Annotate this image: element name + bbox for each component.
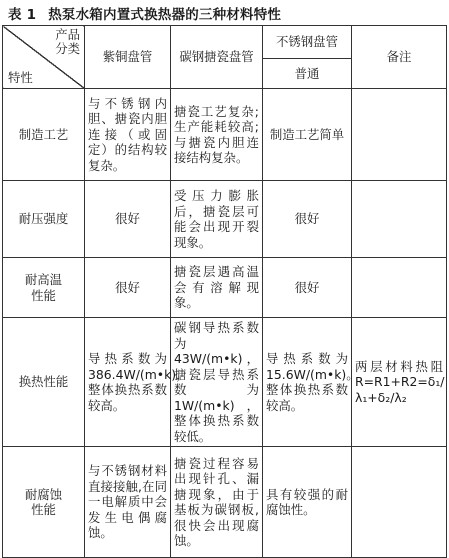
row-label-pressure-strength: 耐压强度 bbox=[3, 181, 85, 258]
table-row bbox=[3, 318, 447, 447]
corner-header-property: 特性 bbox=[8, 69, 33, 85]
table-row bbox=[3, 181, 447, 258]
table-row bbox=[3, 89, 447, 181]
row-label-high-temp-line1: 耐高温 bbox=[24, 272, 63, 287]
cell-copper-high-temp: 很好 bbox=[85, 258, 171, 318]
col-subheader-stainless-normal: 普通 bbox=[263, 59, 352, 89]
row-label-corrosion-line2: 性能 bbox=[31, 502, 56, 517]
table-row bbox=[3, 258, 447, 318]
cell-remarks-corrosion bbox=[352, 447, 447, 558]
cell-copper-manufacturing: 与不锈钢内胆、搪瓷内胆连接（或固定）的结构较复杂。 bbox=[85, 89, 171, 181]
cell-remarks-manufacturing bbox=[352, 89, 447, 181]
row-label-corrosion bbox=[3, 447, 85, 558]
cell-enamel-heat-transfer: 碳钢导热系数为43W/(m•k)，搪瓷层导热系数为1W/(m•k)，整体换热系数较低。 bbox=[171, 318, 263, 447]
cell-stainless-corrosion: 具有较强的耐腐蚀性。 bbox=[263, 447, 352, 558]
cell-enamel-manufacturing: 搪瓷工艺复杂;生产能耗较高;与搪瓷内胆连接结构复杂。 bbox=[171, 89, 263, 181]
row-label-high-temp bbox=[3, 258, 85, 318]
cell-stainless-pressure-strength: 很好 bbox=[263, 181, 352, 258]
cell-copper-pressure-strength: 很好 bbox=[85, 181, 171, 258]
col-header-stainless: 不锈钢盘管 bbox=[263, 26, 352, 59]
row-label-corrosion-line1: 耐腐蚀 bbox=[24, 486, 63, 502]
cell-stainless-high-temp: 很好 bbox=[263, 258, 352, 318]
table-row bbox=[3, 447, 447, 558]
cell-stainless-manufacturing: 制造工艺简单 bbox=[263, 89, 352, 181]
table-title: 热泵水箱内置式换热器的三种材料特性 bbox=[48, 7, 282, 23]
material-properties-table bbox=[2, 25, 447, 558]
cell-stainless-heat-transfer: 导热系数为15.6W/(m•k)。整体换热系数较高。 bbox=[263, 318, 352, 447]
cell-remarks-heat-transfer: 两层材料热阻R=R1+R2=δ₁/λ₁+δ₂/λ₂ bbox=[352, 318, 447, 447]
row-label-high-temp-line2: 性能 bbox=[31, 287, 56, 303]
row-label-manufacturing: 制造工艺 bbox=[3, 89, 85, 181]
cell-enamel-high-temp: 搪瓷层遇高温会有溶解现象。 bbox=[171, 258, 263, 318]
row-label-heat-transfer: 换热性能 bbox=[3, 318, 85, 447]
corner-header-cell bbox=[3, 26, 85, 89]
col-header-remarks: 备注 bbox=[352, 26, 447, 89]
corner-header-category bbox=[55, 28, 80, 57]
corner-header-line1: 产品 bbox=[55, 27, 80, 42]
cell-remarks-high-temp bbox=[352, 258, 447, 318]
table-number: 表 1 bbox=[8, 7, 37, 23]
table-caption bbox=[8, 3, 281, 23]
col-header-enamel: 碳钢搪瓷盘管 bbox=[171, 26, 263, 89]
cell-enamel-pressure-strength: 受压力膨胀后，搪瓷层可能会出现开裂现象。 bbox=[171, 181, 263, 258]
col-header-copper: 紫铜盘管 bbox=[85, 26, 171, 89]
cell-remarks-pressure-strength bbox=[352, 181, 447, 258]
cell-copper-corrosion: 与不锈钢材料直接接触,在同一电解质中会发生电偶腐蚀。 bbox=[85, 447, 171, 558]
cell-enamel-corrosion: 搪瓷过程容易出现针孔、漏搪现象，由于基板为碳钢板,很快会出现腐蚀。 bbox=[171, 447, 263, 558]
corner-header-line2: 分类 bbox=[55, 41, 80, 57]
cell-copper-heat-transfer: 导热系数为386.4W/(m•k)，整体换热系数较高。 bbox=[85, 318, 171, 447]
header-row bbox=[3, 26, 447, 59]
